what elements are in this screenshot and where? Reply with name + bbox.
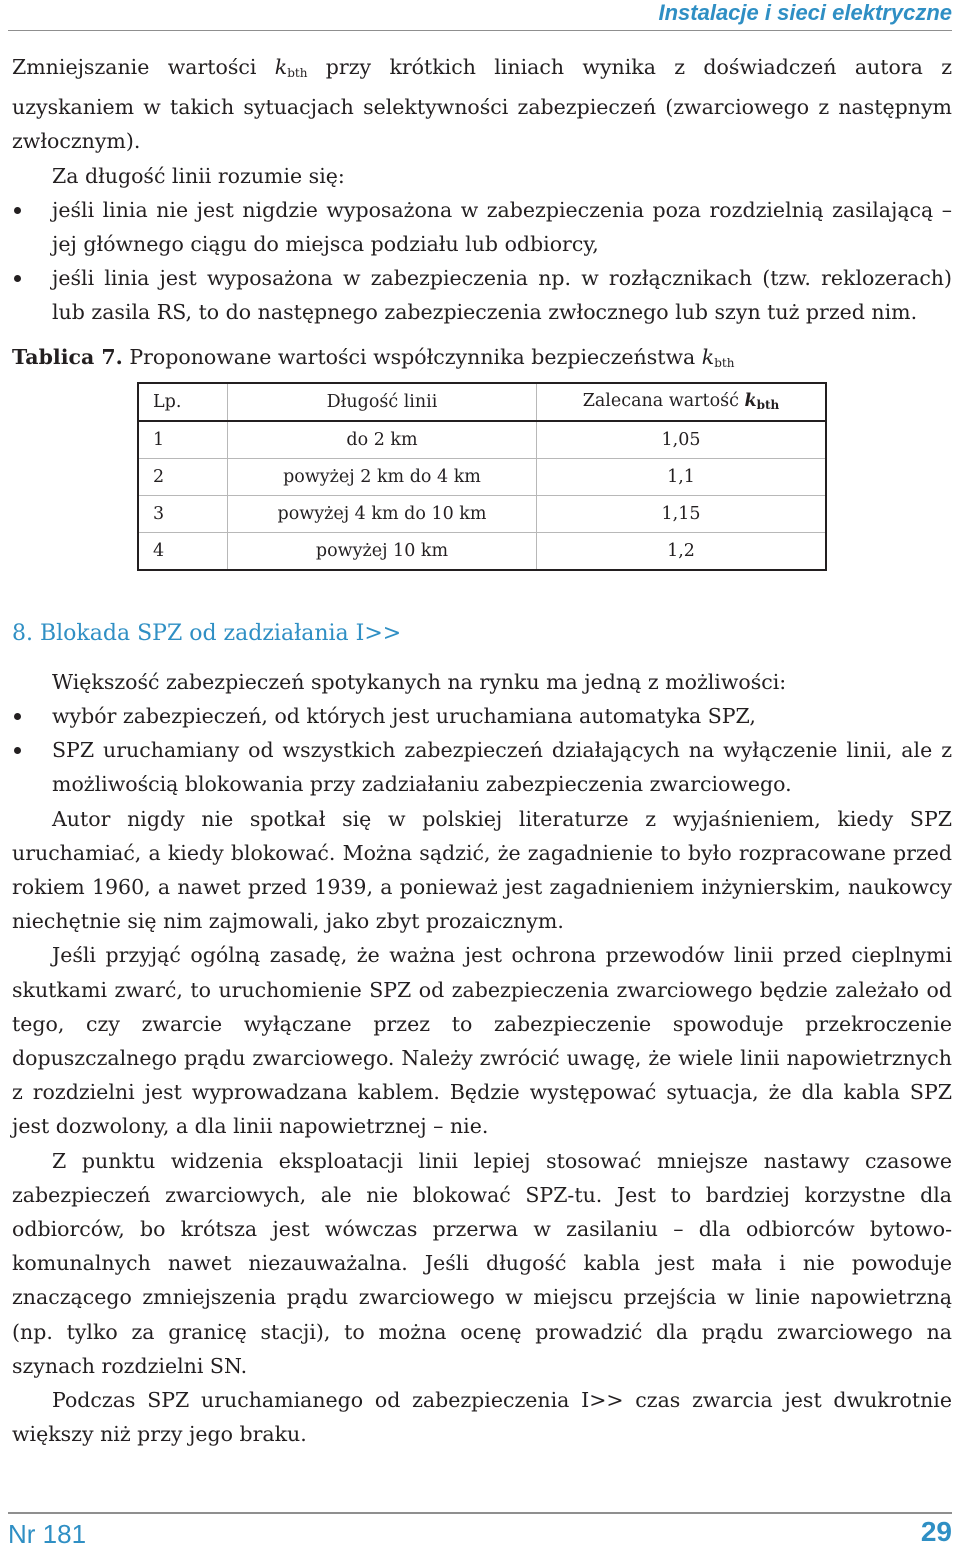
table-caption-label: Tablica 7. — [12, 344, 123, 369]
symbol-k: k — [274, 55, 288, 79]
bullet-icon — [14, 275, 21, 282]
symbol-subscript: bth — [756, 398, 780, 413]
symbol-subscript: bth — [287, 66, 308, 80]
header-value — [537, 383, 827, 421]
header-lp: Lp. — [138, 383, 228, 421]
cell-lp: 4 — [138, 532, 228, 570]
table-caption-text: Proponowane wartości współczynnika bezpieczeństwa — [122, 344, 702, 369]
cell-length: powyżej 10 km — [228, 532, 537, 570]
cell-lp: 1 — [138, 421, 228, 459]
header-divider — [8, 30, 952, 31]
running-header-title: Instalacje i sieci elektryczne — [658, 0, 952, 25]
table-header-row — [138, 383, 826, 421]
paragraph-kbth-intro — [12, 50, 952, 159]
paragraph-length-definition: Za długość linii rozumie się: — [52, 163, 345, 188]
list-item — [12, 193, 952, 261]
kbth-table — [137, 382, 827, 571]
paragraph-text: Zmniejszanie wartości — [12, 55, 275, 79]
header-length: Długość linii — [228, 383, 537, 421]
list-item — [12, 699, 952, 733]
cell-value: 1,05 — [537, 421, 827, 459]
symbol-subscript: bth — [714, 355, 735, 370]
article-body — [12, 50, 952, 1452]
table-caption — [12, 340, 952, 380]
list-item — [12, 261, 952, 329]
bullet-icon — [14, 747, 21, 754]
symbol-k: k — [744, 391, 757, 412]
page-number: 29 — [920, 1516, 952, 1547]
list-item-text: SPZ uruchamiany od wszystkich zabezpieczeń działających na wyłączenie linii, ale z możliwością blokowania przy zadziałaniu zabezpieczenia zwarciowego. — [52, 738, 952, 797]
bullet-icon — [14, 207, 21, 214]
bullet-list-spz — [12, 699, 952, 802]
list-item-text: jeśli linia jest wyposażona w zabezpieczenia np. w rozłącznikach (tzw. reklozerach) lub zasila RS, to do następnego zabezpieczenia zwłocznego lub szyn tuż przed nim. — [52, 266, 952, 325]
body-paragraph: Autor nigdy nie spotkał się w polskiej literaturze z wyjaśnieniem, kiedy SPZ uruchamiać, a kiedy blokować. Można sądzić, że zagadnienie to było rozpracowane przed rokiem 1960, a nawet przed 1939, a ponieważ jest zagadnieniem inżynierskim, naukowcy niechętnie się nim zajmowali, jako zbyt prozaicznym. — [12, 806, 952, 934]
paragraph-possibilities: Większość zabezpieczeń spotykanych na rynku ma jedną z możliwości: — [52, 669, 787, 694]
cell-length: powyżej 4 km do 10 km — [228, 495, 537, 532]
list-item — [12, 733, 952, 801]
table-row — [138, 532, 826, 570]
cell-lp: 2 — [138, 458, 228, 495]
cell-lp: 3 — [138, 495, 228, 532]
cell-length: do 2 km — [228, 421, 537, 459]
bullet-list-length — [12, 193, 952, 330]
body-paragraph: Jeśli przyjąć ogólną zasadę, że ważna jest ochrona przewodów linii przed cieplnymi skutkami zwarć, to uruchomienie SPZ od zabezpieczenia zwarciowego będzie zależało od tego, czy zwarcie wyłączane przez to zabezpieczenie spowoduje przekroczenie dopuszczalnego prądu zwarciowego. Należy zwrócić uwagę, że wiele linii napowietrznych z rozdzielni jest wyprowadzana kablem. Będzie występować sytuacja, że dla kabla SPZ jest dozwolony, a dla linii napowietrznej – nie. — [12, 943, 952, 1139]
issue-number: Nr 181 — [8, 1519, 87, 1549]
table-row — [138, 421, 826, 459]
cell-length: powyżej 2 km do 4 km — [228, 458, 537, 495]
cell-value: 1,2 — [537, 532, 827, 570]
list-item-text: wybór zabezpieczeń, od których jest uruchamiana automatyka SPZ, — [52, 704, 756, 729]
section-heading: 8. Blokada SPZ od zadziałania I>> — [12, 620, 402, 646]
footer-divider — [8, 1512, 952, 1514]
cell-value: 1,15 — [537, 495, 827, 532]
symbol-k: k — [701, 344, 715, 369]
cell-value: 1,1 — [537, 458, 827, 495]
body-paragraph: Podczas SPZ uruchamianego od zabezpieczenia I>> czas zwarcia jest dwukrotnie większy niż przy jego braku. — [12, 1388, 952, 1447]
list-item-text: jeśli linia nie jest nigdzie wyposażona w zabezpieczenia poza rozdzielnią zasilającą – jej głównego ciągu do miejsca podziału lub odbiorcy, — [52, 197, 952, 257]
table-row — [138, 495, 826, 532]
table-row — [138, 458, 826, 495]
header-value-text: Zalecana wartość — [582, 391, 745, 412]
bullet-icon — [14, 713, 21, 720]
body-paragraph: Z punktu widzenia eksploatacji linii lepiej stosować mniejsze nastawy czasowe zabezpieczeń zwarciowych, ale nie blokować SPZ-tu. Jest to bardziej korzystne dla odbiorców, bo krótsza jest wówczas przerwa w zasilaniu – dla odbiorców bytowo-komunalnych nawet niezauważalna. Jeśli długość kabla jest mała i nie powoduje znaczącego zmniejszenia prądu zwarciowego w miejscu przejścia w linie napowietrzną (np. tylko za granicę stacji), to można ocenę prowadzić dla prądu zwarciowego na szynach rozdzielni SN. — [12, 1148, 952, 1378]
paragraph-text: przy krótkich liniach wynika z doświadczeń autora z uzyskaniem w takich sytuacjach selektywności zabezpieczeń (zwarciowego z następnym zwłocznym). — [12, 55, 953, 154]
